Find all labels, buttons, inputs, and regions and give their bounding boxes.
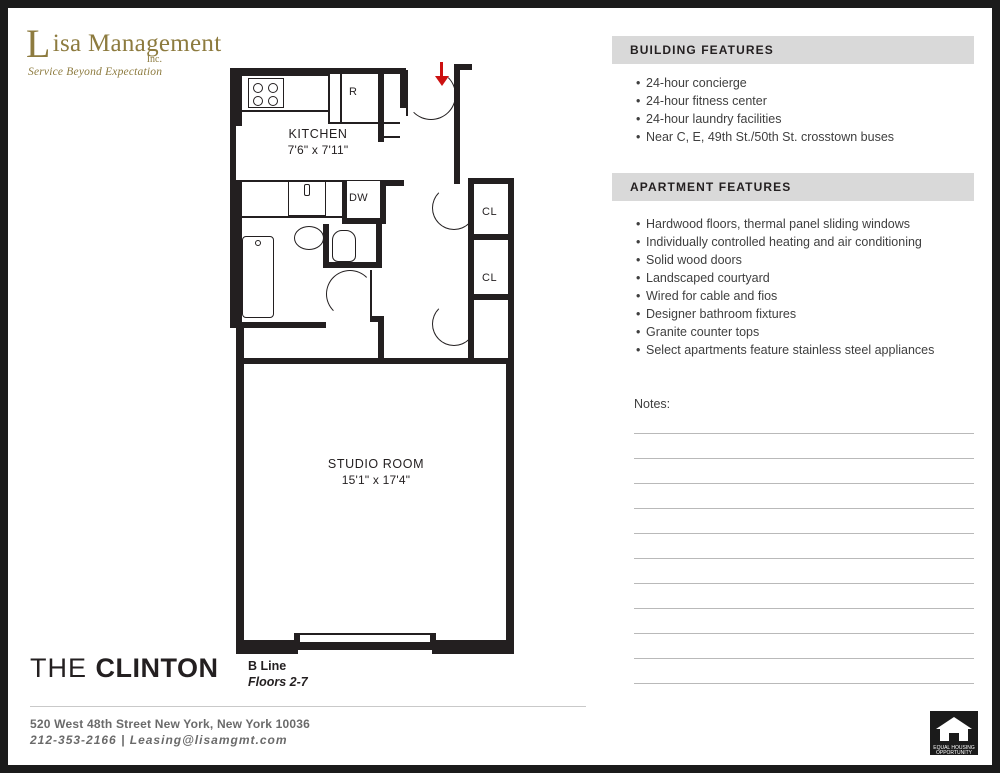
- wall-right-upper: [508, 178, 514, 360]
- bathtub-icon: [242, 236, 274, 318]
- note-line[interactable]: [634, 608, 974, 609]
- list-item: • 24-hour fitness center: [636, 92, 894, 110]
- note-line[interactable]: [634, 433, 974, 434]
- bath-right-wall: [376, 224, 382, 268]
- kitchen-counter-left: [236, 74, 242, 126]
- kitchen-name: KITCHEN: [288, 127, 348, 141]
- line-label: B Line: [248, 659, 287, 673]
- apartment-features-header: APARTMENT FEATURES: [612, 173, 974, 201]
- list-item: • Landscaped courtyard: [636, 269, 934, 287]
- burner-3-icon: [253, 96, 263, 106]
- closet-1-label: CL: [482, 206, 498, 218]
- list-item: • Granite counter tops: [636, 323, 934, 341]
- logo-tagline: Service Beyond Expectation: [28, 66, 163, 78]
- list-item: • Designer bathroom fixtures: [636, 305, 934, 323]
- wall-right-lower: [506, 358, 514, 648]
- note-line[interactable]: [634, 533, 974, 534]
- bath-wall-top: [380, 180, 404, 186]
- svg-text:EQUAL HOUSING: EQUAL HOUSING: [933, 745, 975, 751]
- fridge-front-edge: [328, 122, 400, 124]
- entry-door-leaf: [406, 70, 408, 116]
- bath-inner-wall: [323, 262, 381, 268]
- note-line[interactable]: [634, 508, 974, 509]
- closet-1-bottom-wall: [468, 234, 514, 240]
- note-line[interactable]: [634, 658, 974, 659]
- footer-address: 520 West 48th Street New York, New York 10036: [30, 717, 311, 731]
- toilet-icon: [332, 230, 356, 262]
- note-line[interactable]: [634, 683, 974, 684]
- wall-left-lower: [236, 322, 244, 648]
- faucet-icon: [304, 184, 310, 196]
- bath-sink-icon: [294, 226, 324, 250]
- kitchen-lower-counter-front: [242, 216, 342, 218]
- footer-divider: [30, 706, 586, 707]
- studio-dimensions: 15'1" x 17'4": [341, 473, 411, 487]
- building-features-list: [636, 74, 894, 146]
- equal-housing-opportunity-icon: [930, 711, 978, 755]
- footer-contact: 212-353-2166 | Leasing@lisamgmt.com: [30, 733, 288, 747]
- building-title-block: [30, 653, 219, 684]
- bathroom-door-swing: [326, 270, 374, 318]
- tub-drain-icon: [255, 240, 261, 246]
- dishwasher-label: DW: [349, 192, 368, 204]
- svg-text:OPPORTUNITY: OPPORTUNITY: [935, 750, 973, 755]
- burner-1-icon: [253, 83, 263, 93]
- note-line[interactable]: [634, 633, 974, 634]
- burner-2-icon: [268, 83, 278, 93]
- kitchen-counter-front-edge: [242, 110, 330, 112]
- studio-label: [276, 456, 476, 488]
- burner-4-icon: [268, 96, 278, 106]
- closet-2-label: CL: [482, 272, 498, 284]
- list-item: • 24-hour concierge: [636, 74, 894, 92]
- fridge-left-edge: [340, 74, 342, 122]
- list-item: • Near C, E, 49th St./50th St. crosstown buses: [636, 128, 894, 146]
- entry-arrow-icon: [435, 76, 449, 86]
- bathroom-door-leaf: [370, 270, 372, 316]
- list-item: • Individually controlled heating and air conditioning: [636, 233, 934, 251]
- refrigerator-label: R: [349, 86, 358, 98]
- note-line[interactable]: [634, 458, 974, 459]
- window-jamb-right: [430, 633, 436, 649]
- hall-right-wall: [378, 316, 384, 364]
- window-line-top: [298, 633, 432, 635]
- title-name: CLINTON: [95, 653, 219, 683]
- wall-entry-right: [454, 64, 460, 184]
- window-opening: [298, 640, 432, 642]
- window-line-bottom: [298, 648, 432, 650]
- title-prefix: THE: [30, 653, 96, 683]
- kitchen-dimensions: 7'6" x 7'11": [287, 143, 349, 157]
- logo-initial: L: [26, 21, 51, 66]
- floor-plan-drawing: [218, 58, 538, 658]
- apartment-features-list: [636, 215, 934, 359]
- sill-left: [236, 648, 298, 654]
- list-item: • Wired for cable and fios: [636, 287, 934, 305]
- kitchen-label: [248, 126, 388, 158]
- building-features-header: BUILDING FEATURES: [612, 36, 974, 64]
- closet-1-door-swing: [432, 186, 476, 230]
- window-jamb-left: [294, 633, 300, 649]
- logo-inc: Inc.: [146, 54, 162, 65]
- sill-right: [432, 648, 514, 654]
- unit-line-info: [248, 658, 308, 690]
- note-line[interactable]: [634, 558, 974, 559]
- studio-top-wall-left: [236, 358, 382, 364]
- studio-name: STUDIO ROOM: [327, 457, 425, 471]
- bath-bottom-wall-left: [236, 322, 326, 328]
- closet-2-door-swing: [432, 302, 476, 346]
- list-item: • Select apartments feature stainless steel appliances: [636, 341, 934, 359]
- list-item: • Hardwood floors, thermal panel sliding windows: [636, 215, 934, 233]
- notes-label: Notes:: [634, 397, 671, 411]
- wall-entry-top: [454, 64, 472, 70]
- closet-2-top-wall: [468, 294, 514, 300]
- list-item: • Solid wood doors: [636, 251, 934, 269]
- floorplan-sheet: [8, 8, 992, 765]
- kitchen-counter-top-edge: [242, 74, 330, 76]
- kitchen-divider: [328, 74, 330, 124]
- studio-top-wall: [378, 358, 514, 364]
- note-line[interactable]: [634, 483, 974, 484]
- floors-label: Floors 2-7: [248, 675, 308, 689]
- logo-name: isa Management: [52, 30, 222, 57]
- list-item: • 24-hour laundry facilities: [636, 110, 894, 128]
- note-line[interactable]: [634, 583, 974, 584]
- page-title: [30, 653, 219, 684]
